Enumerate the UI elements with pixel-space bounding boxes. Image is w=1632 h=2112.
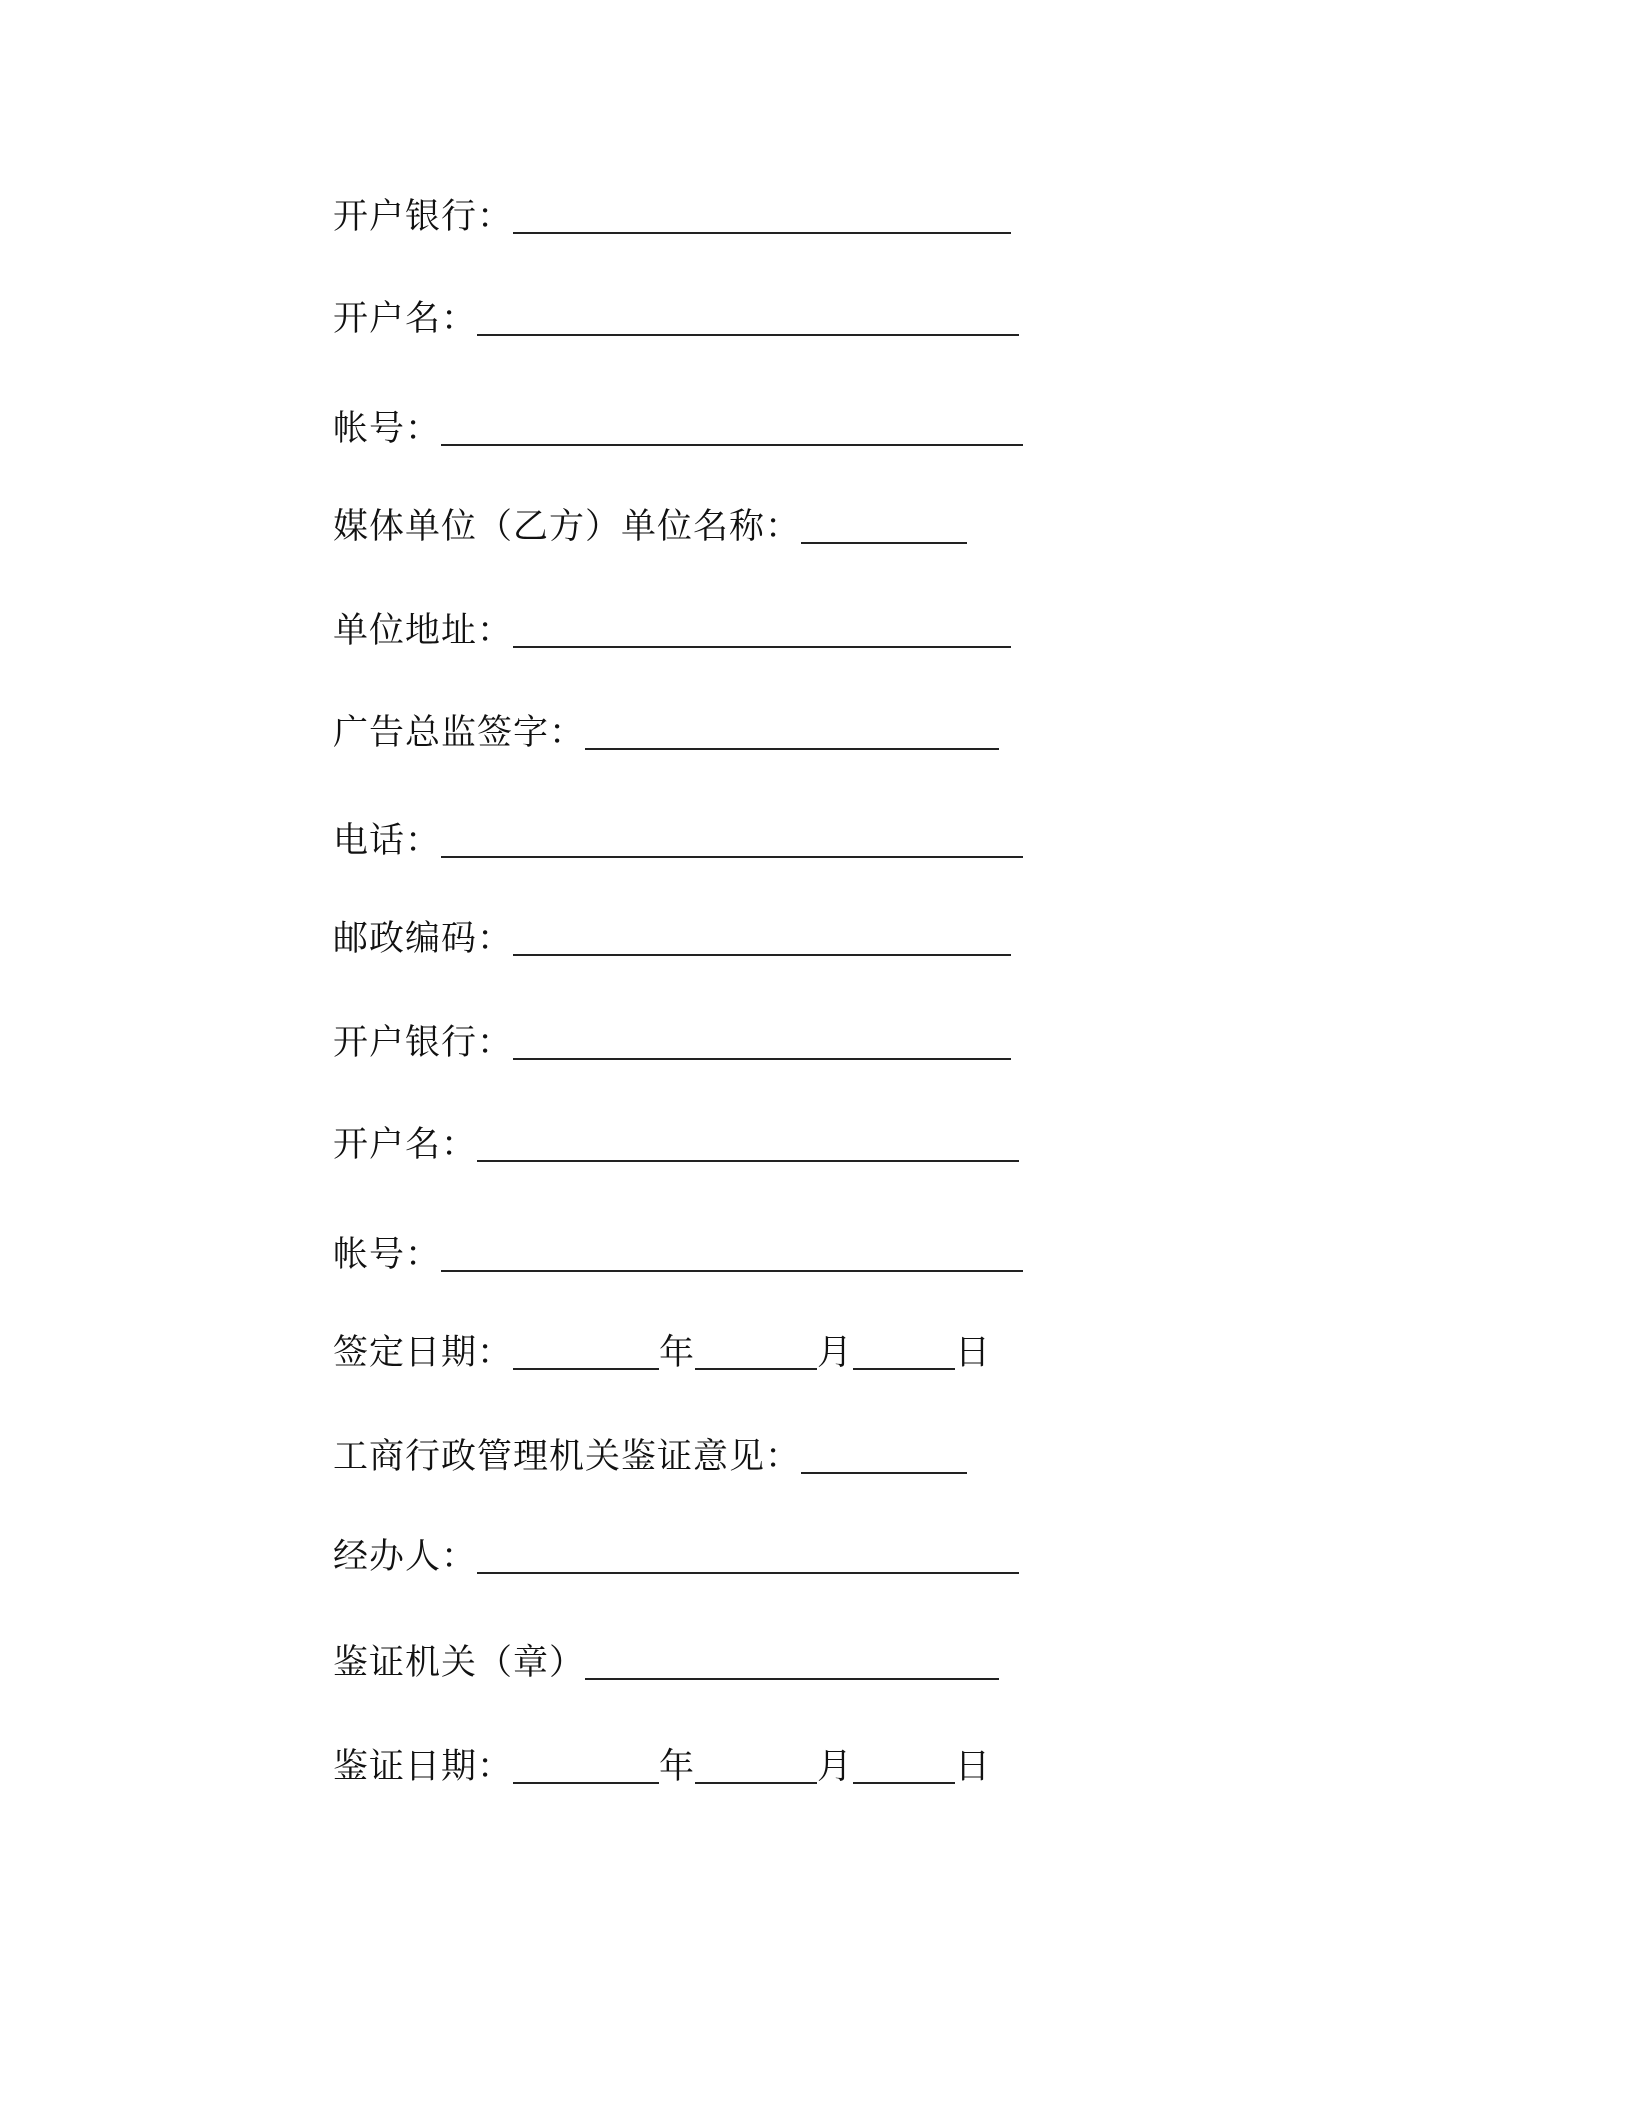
certification-month-unit: 月 <box>817 1747 854 1787</box>
account-number-row-2 <box>333 1230 1023 1280</box>
signing-month-blank[interactable] <box>695 1328 817 1370</box>
account-name-label-2: 开户名： <box>333 1125 478 1165</box>
authority-seal-label: 鉴证机关（章） <box>333 1643 586 1683</box>
account-name-blank[interactable] <box>477 294 1019 336</box>
bank-name-blank[interactable] <box>513 192 1011 234</box>
certification-day-blank[interactable] <box>853 1742 955 1784</box>
handler-blank[interactable] <box>477 1532 1019 1574</box>
signing-year-blank[interactable] <box>513 1328 659 1370</box>
unit-address-label: 单位地址： <box>333 611 514 651</box>
account-name-row <box>333 294 1019 344</box>
handler-label: 经办人： <box>333 1537 478 1577</box>
account-name-row-2 <box>333 1120 1019 1170</box>
certification-date-label: 鉴证日期： <box>333 1747 514 1787</box>
signing-date-row <box>333 1328 991 1378</box>
ad-director-signature-label: 广告总监签字： <box>333 713 586 753</box>
handler-row <box>333 1532 1019 1582</box>
authority-seal-row <box>333 1638 999 1688</box>
aic-opinion-row <box>333 1432 967 1482</box>
unit-address-blank[interactable] <box>513 606 1011 648</box>
signing-date-label: 签定日期： <box>333 1333 514 1373</box>
account-number-label-2: 帐号： <box>333 1235 442 1275</box>
media-unit-name-blank[interactable] <box>801 502 967 544</box>
certification-year-blank[interactable] <box>513 1742 659 1784</box>
ad-director-signature-blank[interactable] <box>585 708 999 750</box>
signing-day-unit: 日 <box>955 1333 992 1373</box>
account-number-blank[interactable] <box>441 404 1023 446</box>
account-number-row <box>333 404 1023 454</box>
phone-row <box>333 816 1023 866</box>
bank-name-label: 开户银行： <box>333 197 514 237</box>
unit-address-row <box>333 606 1011 656</box>
postal-code-row <box>333 914 1011 964</box>
bank-name-row <box>333 192 1011 242</box>
bank-name-row-2 <box>333 1018 1011 1068</box>
authority-seal-blank[interactable] <box>585 1638 999 1680</box>
certification-date-row <box>333 1742 991 1792</box>
aic-opinion-label: 工商行政管理机关鉴证意见： <box>333 1437 802 1477</box>
ad-director-signature-row <box>333 708 999 758</box>
phone-blank[interactable] <box>441 816 1023 858</box>
postal-code-label: 邮政编码： <box>333 919 514 959</box>
bank-name-blank-2[interactable] <box>513 1018 1011 1060</box>
media-unit-name-row <box>333 502 967 552</box>
signing-day-blank[interactable] <box>853 1328 955 1370</box>
postal-code-blank[interactable] <box>513 914 1011 956</box>
certification-year-unit: 年 <box>659 1747 696 1787</box>
account-name-label: 开户名： <box>333 299 478 339</box>
certification-month-blank[interactable] <box>695 1742 817 1784</box>
account-number-blank-2[interactable] <box>441 1230 1023 1272</box>
signing-month-unit: 月 <box>817 1333 854 1373</box>
signing-year-unit: 年 <box>659 1333 696 1373</box>
account-name-blank-2[interactable] <box>477 1120 1019 1162</box>
phone-label: 电话： <box>333 821 442 861</box>
account-number-label: 帐号： <box>333 409 442 449</box>
certification-day-unit: 日 <box>955 1747 992 1787</box>
media-unit-name-label: 媒体单位（乙方）单位名称： <box>333 507 802 547</box>
bank-name-label-2: 开户银行： <box>333 1023 514 1063</box>
aic-opinion-blank[interactable] <box>801 1432 967 1474</box>
